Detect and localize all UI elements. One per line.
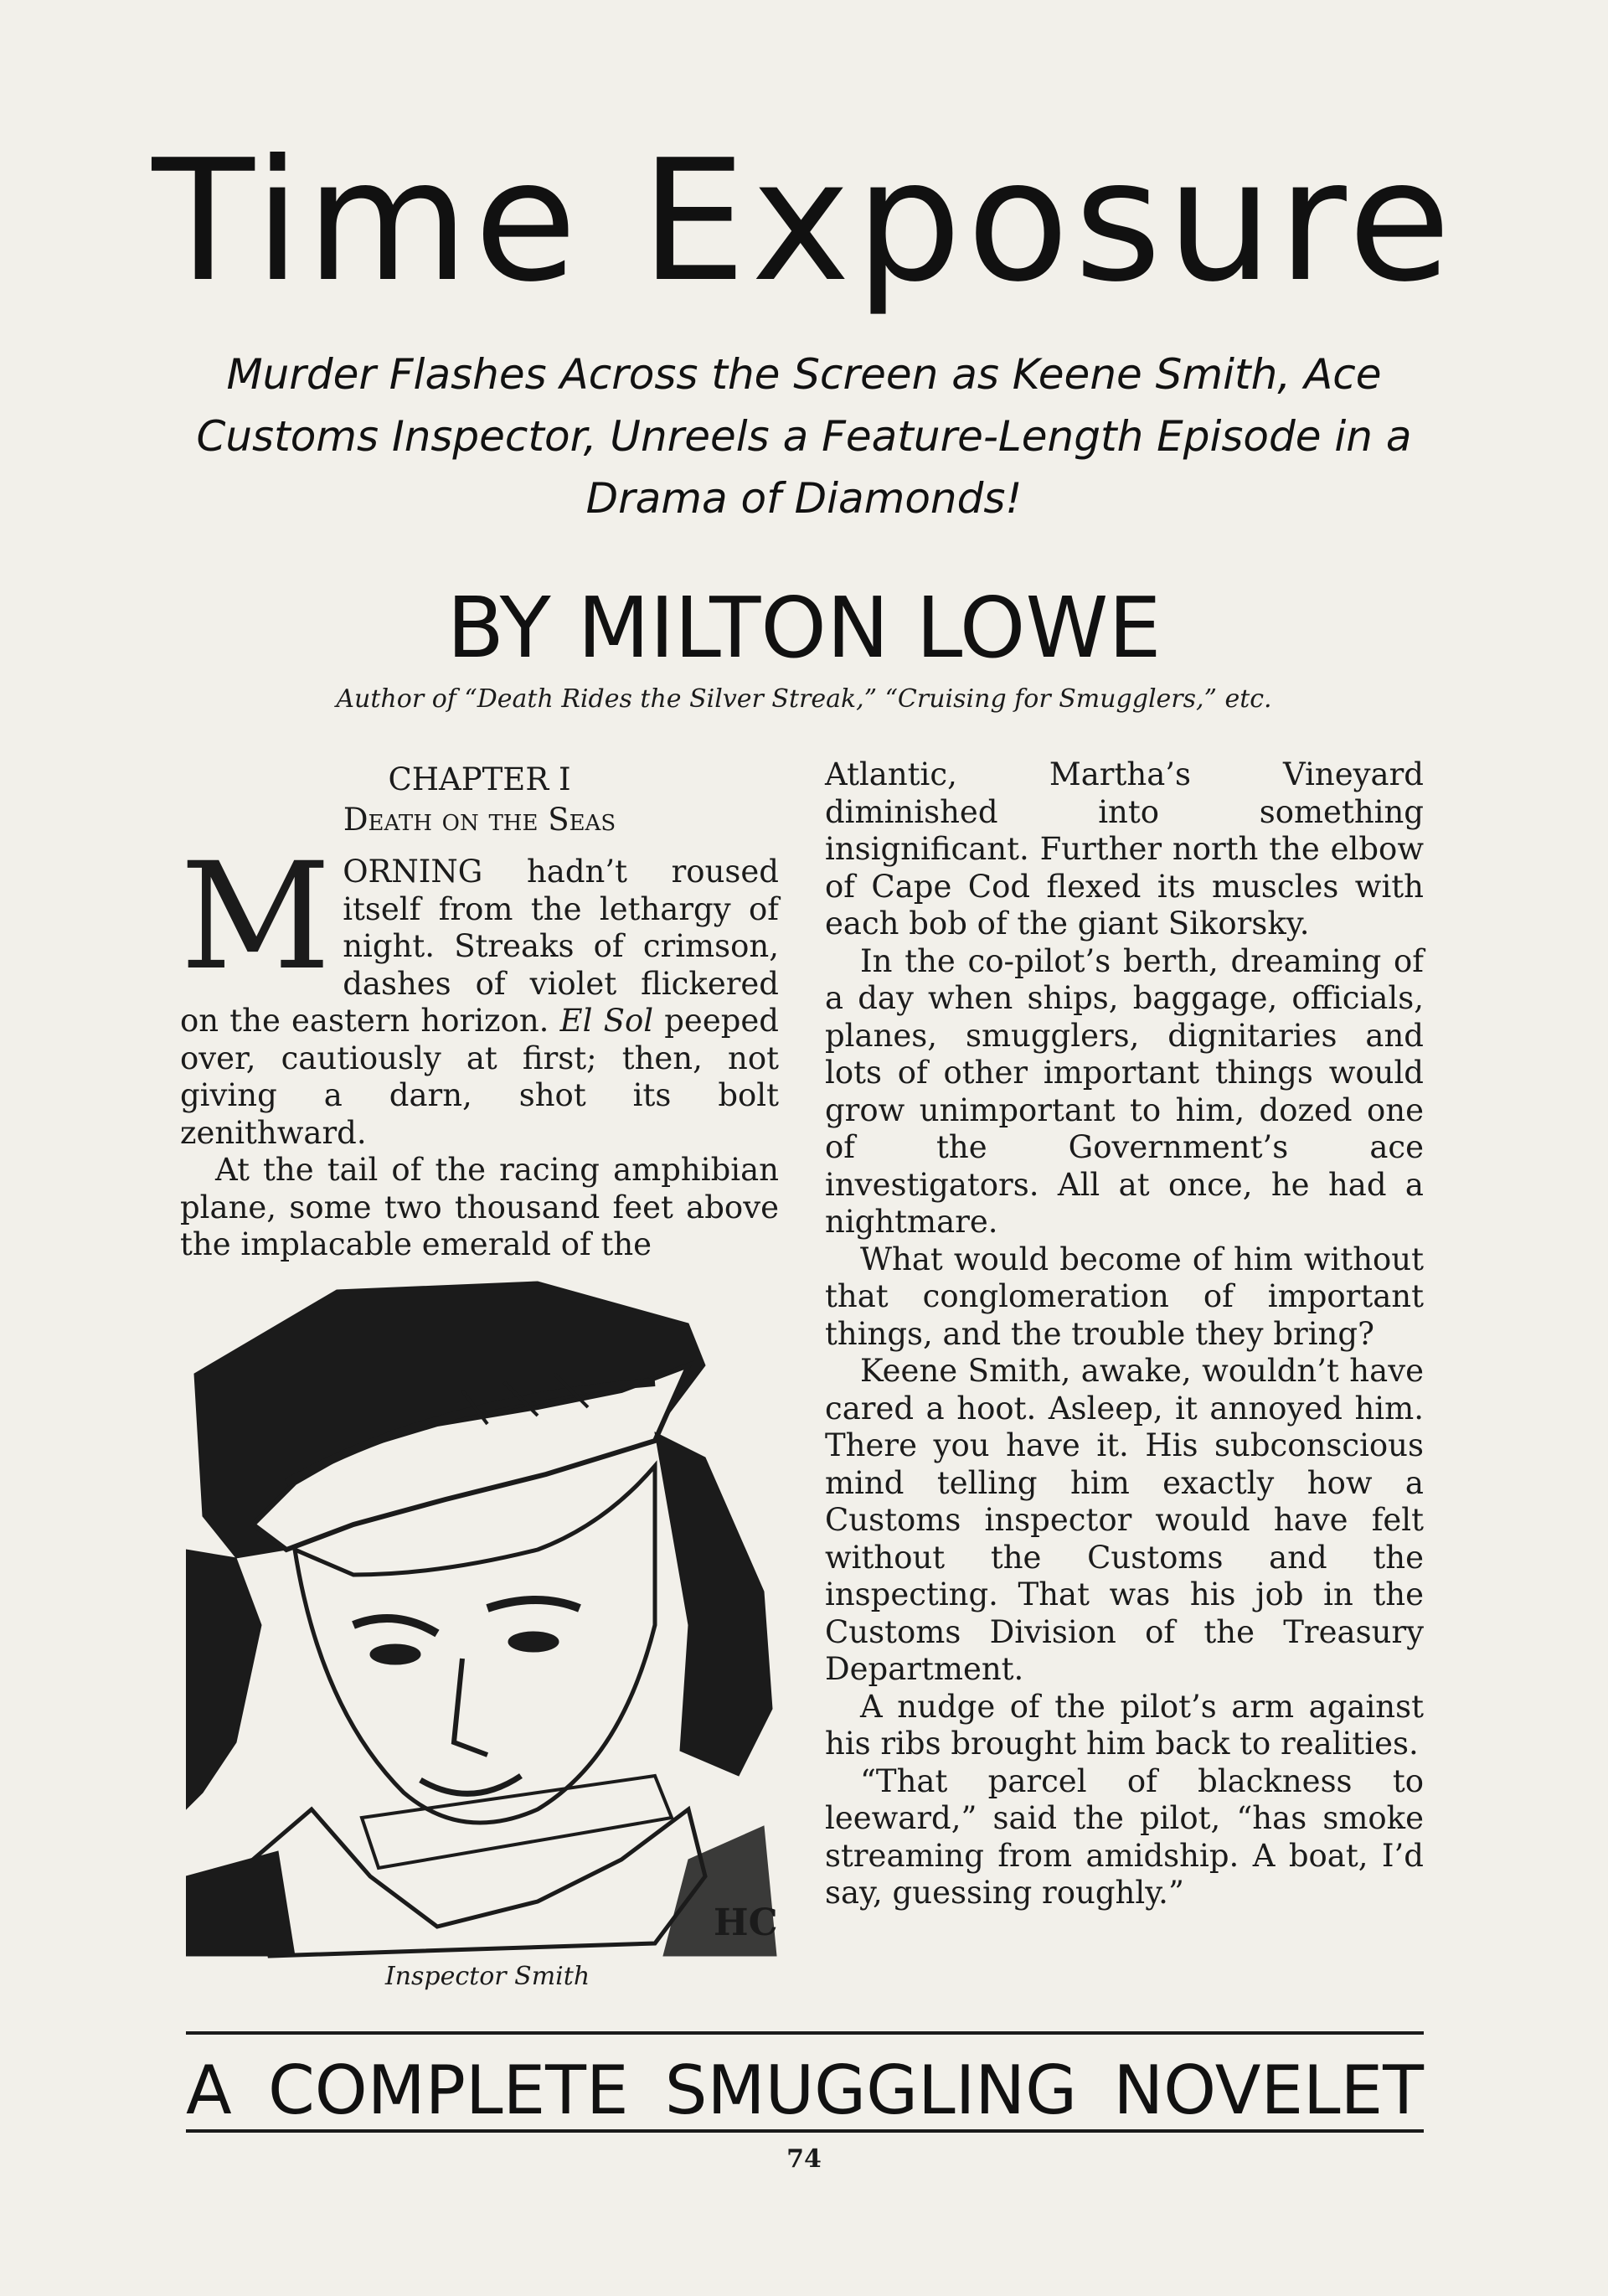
novelet-banner: A COMPLETE SMUGGLING NOVELET [186,2051,1424,2129]
author-note-prefix: Author of [336,684,465,714]
artist-signature: HC [714,1901,778,1944]
paragraph-text: ORNING hadn’t roused itself from the lethargy of night. Streaks of crimson, dashes of violet flickered on the eastern horizon. [180,854,779,1039]
paragraph: Keene Smith, awake, wouldn’t have cared a hoot. Asleep, it annoyed him. There you have it. His subconscious mind telling him exactly how a Customs inspector would have felt without the Customs and the inspecting. That was his job in the Customs Division of the Treasury Department. [825,1353,1424,1687]
inspector-illustration [186,1273,789,1962]
paragraph: Atlantic, Martha’s Vineyard diminished into something insignificant. Further north the elbow of Cape Cod flexed its muscles with each bob of the giant Sikorsky. [825,756,1424,942]
author-note [0,683,1608,716]
paragraph: What would become of him without that conglomeration of important things, and the trouble they bring? [825,1241,1424,1352]
emphasis-text: El Sol [559,1003,654,1039]
chapter-number: CHAPTER I [388,761,571,797]
paragraph: In the co-pilot’s berth, dreaming of a day when ships, baggage, officials, planes, smugglers, dignitaries and lots of other important things would grow unimportant to him, dozed one of the Government’s ace investigators. All at once, he had a nightmare. [825,942,1424,1240]
paragraph: “That parcel of blackness to leeward,” said the pilot, “has smoke streaming from amidship. A boat, I’d say, guessing roughly.” [825,1762,1424,1911]
byline: BY MILTON LOWE [446,579,1162,677]
story-title: Time Exposure [152,124,1456,319]
page-number: 74 [786,2144,822,2174]
author-note-works: “Death Rides the Silver Streak,” “Cruising for Smugglers,” etc. [464,684,1272,714]
paragraph [180,831,779,1152]
left-column [180,758,779,1264]
drop-cap: M [180,831,332,1003]
story-subtitle: Murder Flashes Across the Screen as Keene Smith, Ace Customs Inspector, Unreels a Feature-Length Episode in a Drama of Diamonds! [196,350,1412,523]
divider-bottom [186,2129,1424,2133]
paragraph-text: peeped over, cautiously at first; then, not giving a darn, shot its bolt zenithward. [180,1003,779,1151]
inspector-portrait-icon [186,1273,789,1962]
paragraph: At the tail of the racing amphibian plane, some two thousand feet above the implacable emerald of the [180,1152,779,1262]
paragraph: A nudge of the pilot’s arm against his ribs brought him back to realities. [825,1688,1424,1762]
right-column [825,756,1424,1912]
chapter-title: Death on the Seas [343,802,616,838]
divider-top [186,2031,1424,2035]
illustration-caption: Inspector Smith [384,1962,590,1991]
